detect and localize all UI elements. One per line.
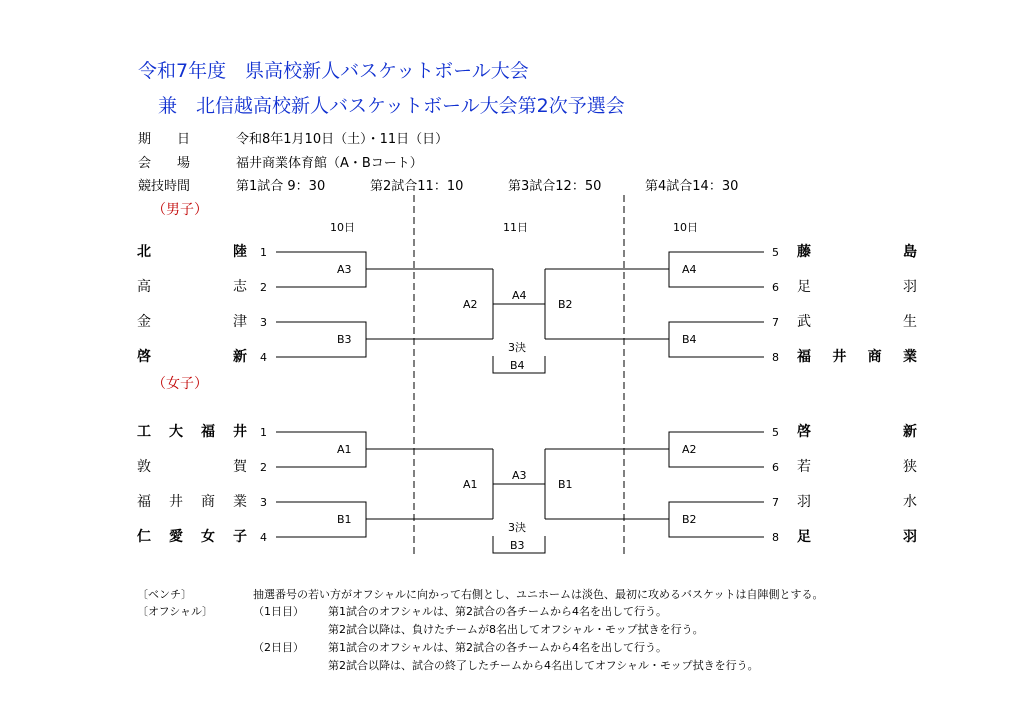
men-team-left-4: 啓 新 <box>137 349 247 365</box>
official-label: 〔オフシャル〕 <box>137 605 214 618</box>
women-team-left-2: 敦 賀 <box>137 459 247 475</box>
women-third-court: B3 <box>510 539 525 552</box>
day-header-right: 10日 <box>673 221 698 234</box>
men-team-right-6: 足 羽 <box>797 279 917 295</box>
women-match-right-2: B2 <box>682 513 697 526</box>
men-semi-left: A2 <box>463 298 478 311</box>
day2-line-1: 第1試合のオフシャルは、第2試合の各チームから4名を出して行う。 <box>328 641 668 654</box>
men-seed-6: 6 <box>772 281 779 294</box>
men-third-court: B4 <box>510 359 525 372</box>
women-match-right-1: A2 <box>682 443 697 456</box>
women-seed-2: 2 <box>260 461 267 474</box>
men-seed-8: 8 <box>772 351 779 364</box>
time-game-4: 第4試合14：30 <box>645 179 739 194</box>
women-seed-4: 4 <box>260 531 267 544</box>
women-seed-7: 7 <box>772 496 779 509</box>
venue-value: 福井商業体育館（A・Bコート） <box>236 156 423 171</box>
men-team-right-5: 藤 島 <box>797 244 917 260</box>
title-line-2: 兼 北信越高校新人バスケットボール大会第2次予選会 <box>158 95 625 117</box>
women-seed-6: 6 <box>772 461 779 474</box>
women-team-left-4: 仁 愛 女 子 <box>137 529 247 545</box>
women-team-right-8: 足 羽 <box>797 529 917 545</box>
day2-line-2: 第2試合以降は、試合の終了したチームから4名出してオフシャル・モップ拭きを行う。 <box>328 659 759 672</box>
men-match-left-1: A3 <box>337 263 352 276</box>
women-header: （女子） <box>152 376 208 392</box>
day1-label: （1日目） <box>253 605 304 618</box>
women-team-right-5: 啓 新 <box>797 424 917 440</box>
day1-line-1: 第1試合のオフシャルは、第2試合の各チームから4名を出して行う。 <box>328 605 668 618</box>
women-team-right-6: 若 狭 <box>797 459 917 475</box>
date-label: 期 日 <box>138 132 191 147</box>
date-value: 令和8年1月10日（土）・11日（日） <box>236 132 449 147</box>
men-match-left-2: B3 <box>337 333 352 346</box>
men-match-right-1: A4 <box>682 263 697 276</box>
men-seed-4: 4 <box>260 351 267 364</box>
venue-label: 会 場 <box>138 156 191 171</box>
men-seed-5: 5 <box>772 246 779 259</box>
women-final: A3 <box>512 469 527 482</box>
men-team-left-2: 高 志 <box>137 279 247 295</box>
women-seed-1: 1 <box>260 426 267 439</box>
women-match-left-1: A1 <box>337 443 352 456</box>
men-seed-3: 3 <box>260 316 267 329</box>
bench-text: 抽選番号の若い方がオフシャルに向かって右側とし、ユニホームは淡色、最初に攻めるバスケットは自陣側とする。 <box>253 588 824 601</box>
women-seed-8: 8 <box>772 531 779 544</box>
men-third-label: 3決 <box>508 341 526 354</box>
men-final: A4 <box>512 289 527 302</box>
women-semi-left: A1 <box>463 478 478 491</box>
day-header-left: 10日 <box>330 221 355 234</box>
bench-label: 〔ベンチ〕 <box>137 588 192 601</box>
women-seed-3: 3 <box>260 496 267 509</box>
women-team-left-3: 福 井 商 業 <box>137 494 247 510</box>
title-line-1: 令和7年度 県高校新人バスケットボール大会 <box>138 60 529 82</box>
men-seed-2: 2 <box>260 281 267 294</box>
men-team-left-3: 金 津 <box>137 314 247 330</box>
women-third-label: 3決 <box>508 521 526 534</box>
day-header-center: 11日 <box>503 221 528 234</box>
men-team-left-1: 北 陸 <box>137 244 247 260</box>
time-game-1: 第1試合 9：30 <box>236 179 326 194</box>
men-team-right-7: 武 生 <box>797 314 917 330</box>
men-header: （男子） <box>152 202 208 218</box>
women-team-left-1: 工 大 福 井 <box>137 424 247 440</box>
men-team-right-8: 福 井 商 業 <box>797 349 917 365</box>
men-match-right-2: B4 <box>682 333 697 346</box>
time-label: 競技時間 <box>138 179 191 194</box>
women-match-left-2: B1 <box>337 513 352 526</box>
women-seed-5: 5 <box>772 426 779 439</box>
men-seed-7: 7 <box>772 316 779 329</box>
time-game-3: 第3試合12：50 <box>508 179 602 194</box>
time-game-2: 第2試合11：10 <box>370 179 464 194</box>
men-seed-1: 1 <box>260 246 267 259</box>
day1-line-2: 第2試合以降は、負けたチームが8名出してオフシャル・モップ拭きを行う。 <box>328 623 704 636</box>
men-semi-right: B2 <box>558 298 573 311</box>
women-team-right-7: 羽 水 <box>797 494 917 510</box>
day2-label: （2日目） <box>253 641 304 654</box>
women-semi-right: B1 <box>558 478 573 491</box>
